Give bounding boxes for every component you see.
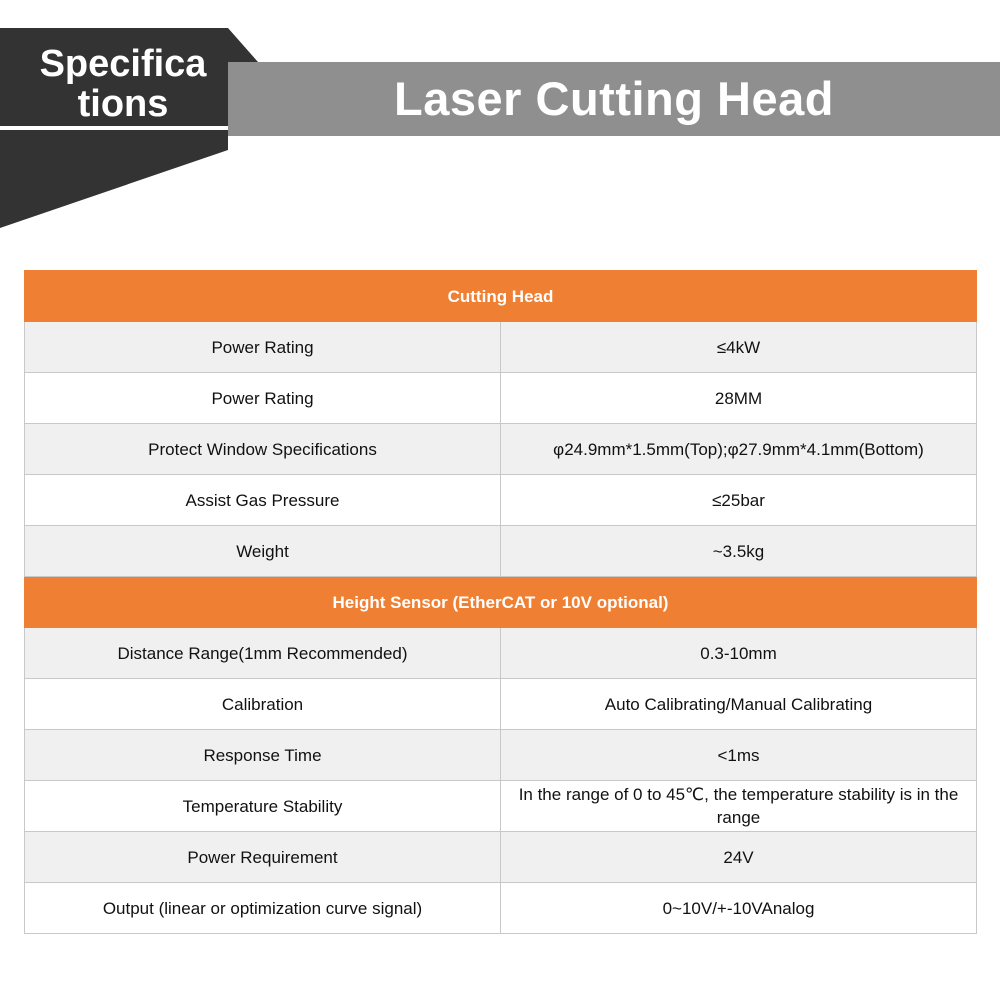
spec-label: Temperature Stability [25, 781, 501, 832]
table-row [25, 424, 977, 475]
spec-label: Calibration [25, 679, 501, 730]
spec-label: Power Rating [25, 373, 501, 424]
spec-label: Power Requirement [25, 832, 501, 883]
spec-label: Assist Gas Pressure [25, 475, 501, 526]
spec-label: Response Time [25, 730, 501, 781]
tag-line-2: tions [77, 83, 169, 125]
spec-value: Auto Calibrating/Manual Calibrating [501, 679, 977, 730]
table-row [25, 628, 977, 679]
spec-label: Output (linear or optimization curve signal) [25, 883, 501, 934]
table-row [25, 679, 977, 730]
spec-label: Distance Range(1mm Recommended) [25, 628, 501, 679]
tag-line-1: Specifica [39, 43, 207, 85]
spec-value: 24V [501, 832, 977, 883]
spec-value: ~3.5kg [501, 526, 977, 577]
table-row [25, 730, 977, 781]
spec-value: ≤25bar [501, 475, 977, 526]
spec-value: 0.3-10mm [501, 628, 977, 679]
specifications-table [24, 270, 977, 934]
spec-value: <1ms [501, 730, 977, 781]
spec-value: In the range of 0 to 45℃, the temperature stability is in the range [501, 781, 977, 832]
section-header-height-sensor [25, 577, 977, 628]
spec-value: φ24.9mm*1.5mm(Top);φ27.9mm*4.1mm(Bottom) [501, 424, 977, 475]
table-row [25, 832, 977, 883]
spec-value: 28MM [501, 373, 977, 424]
spec-value: ≤4kW [501, 322, 977, 373]
table-row [25, 322, 977, 373]
spec-label: Power Rating [25, 322, 501, 373]
page-title: Laser Cutting Head [394, 72, 834, 125]
spec-label: Weight [25, 526, 501, 577]
table-row [25, 475, 977, 526]
section-title: Cutting Head [25, 271, 977, 322]
specifications-tag-label [18, 44, 228, 124]
section-title: Height Sensor (EtherCAT or 10V optional) [25, 577, 977, 628]
table-row [25, 781, 977, 832]
table-row [25, 883, 977, 934]
spec-label: Protect Window Specifications [25, 424, 501, 475]
section-header-cutting-head [25, 271, 977, 322]
table-row [25, 526, 977, 577]
spec-value: 0~10V/+-10VAnalog [501, 883, 977, 934]
table-row [25, 373, 977, 424]
